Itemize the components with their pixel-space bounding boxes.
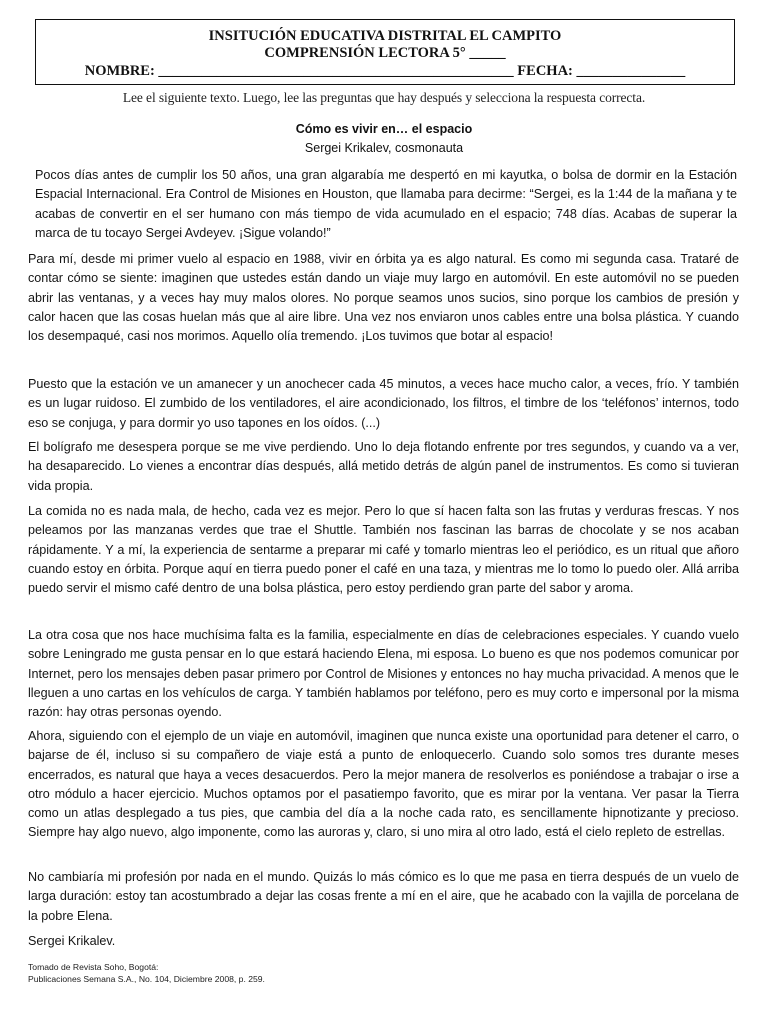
article-title: Cómo es vivir en… el espacio [295, 122, 473, 136]
name-date-fields: NOMBRE: _________________________________________________ FECHA: _______________ [84, 63, 686, 79]
article-heading [0, 121, 768, 157]
school-name: INSITUCIÓN EDUCATIVA DISTRITAL EL CAMPITO [208, 28, 562, 44]
source-line-2: Publicaciones Semana S.A., No. 104, Diciembre 2008, p. 259. [28, 974, 265, 984]
paragraph: Pocos días antes de cumplir los 50 años, una gran algarabía me despertó en mi kayutka, o bolsa de dormir en la Estación Espacial Internacional. Era Control de Misiones en Houston, que llamaba para decirme: “Sergei, es la 1:44 de la mañana y te acabas de convertir en el ser humano con más tiempo de vida acumulado en el espacio; 748 días. Acabas de superar la marca de tu tocayo Sergei Avdeyev. ¡Sigue volando!” [35, 168, 737, 240]
worksheet-header [35, 19, 735, 85]
signature-line: Sergei Krikalev. [28, 934, 116, 948]
reading-instruction: Lee el siguiente texto. Luego, lee las preguntas que hay después y selecciona la respuesta correcta. [122, 90, 646, 105]
worksheet-subject: COMPRENSIÓN LECTORA 5° _____ [264, 45, 506, 61]
source-citation [28, 961, 265, 985]
article-author: Sergei Krikalev, cosmonauta [304, 141, 464, 155]
paragraph: La otra cosa que nos hace muchísima falta es la familia, especialmente en días de celebraciones especiales. Y cuando vuelo sobre Leningrado me gusta pensar en lo que estará haciendo Elena, mi esposa. Lo bueno es que nos podemos comunicar por Internet, pero los mensajes deben pasar primero por Control de Misiones y entonces no hay mucha privacidad. A menos que le lleguen a uno cartas en los vehículos de carga. Y también hablamos por teléfono, pero es muy corto e impersonal por la misma razón: hay otras personas oyendo. [28, 628, 739, 720]
paragraph: Para mí, desde mi primer vuelo al espacio en 1988, vivir en órbita ya es algo natural. Es como mi segunda casa. Trataré de contar cómo se siente: imaginen que ustedes están dando un viaje muy largo en automóvil. En este automóvil no se pueden abrir las ventanas, y a veces hay muy malos olores. No porque seamos unos sucios, sino porque los cambios de presión y calor hacen que las cosas huelan más que al aire libre. Una vez nos enviaron unos cables entre una bolsa plástica. Y cuando los desempaqué, casi nos morimos. Aquello olía tremendo. ¡Los tuvimos que botar al espacio! [28, 252, 739, 344]
paragraph: No cambiaría mi profesión por nada en el mundo. Quizás lo más cómico es lo que me pasa en tierra después de un vuelo de larga duración: estoy tan acostumbrado a dejar las cosas frente a mí en el aire, que he acabado con la vajilla de porcelana de la pobre Elena. [28, 870, 739, 923]
paragraph: La comida no es nada mala, de hecho, cada vez es mejor. Pero lo que sí hacen falta son las frutas y verduras frescas. Y nos peleamos por las manzanas verdes que trae el Shuttle. También nos fascinan las barras de chocolate y se nos acaban rápidamente. Y a mí, la experiencia de sentarme a preparar mi café y tomarlo mientras leo el periódico, es un ritual que añoro cuando estoy en órbita. Porque aquí en tierra puedo poner el café en una taza, y mientras me lo tomo lo puedo oler. Allá arriba puedo servir el mismo café dentro de una bolsa plástica, pero estoy perdiendo gran parte del sabor y aroma. [28, 504, 739, 596]
paragraph: Ahora, siguiendo con el ejemplo de un viaje en automóvil, imaginen que nunca existe una oportunidad para detener el carro, o bajarse de él, incluso si su compañero de viaje está a punto de enloquecerlo. Cuando solo somos tres durante meses encerrados, es natural que haya a veces desacuerdos. Pero la mejor manera de resolverlos es poniéndose a trabajar o irse a otro módulo a hacer ejercicio. Muchos optamos por el pasatiempo favorito, que es mirar por la ventana. Ver pasar la Tierra como un atlas desplegado a tus pies, que cambia del día a la noche cada rato, es sencillamente hipnotizante y precioso. Siempre hay algo nuevo, algo imponente, como las auroras y, claro, si uno mira al otro lado, está el cielo repleto de estrellas. [28, 729, 739, 840]
source-line-1: Tomado de Revista Soho, Bogotá: [28, 962, 159, 972]
paragraph: El bolígrafo me desespera porque se me vive perdiendo. Uno lo deja flotando enfrente por tres segundos, y cuando va a ver, ha desaparecido. Lo vienes a encontrar días después, allá metido detrás de algún panel de instrumentos. Es como si tuvieran vida propia. [28, 440, 739, 493]
paragraph: Puesto que la estación ve un amanecer y un anochecer cada 45 minutos, a veces hace mucho calor, a veces, frío. Y también es un lugar ruidoso. El zumbido de los ventiladores, el aire acondicionado, los filtros, el timbre de los ‘teléfonos’ internos, todo eso se conjuga, y para dormir yo uso tapones en los oídos. (...) [28, 377, 739, 430]
